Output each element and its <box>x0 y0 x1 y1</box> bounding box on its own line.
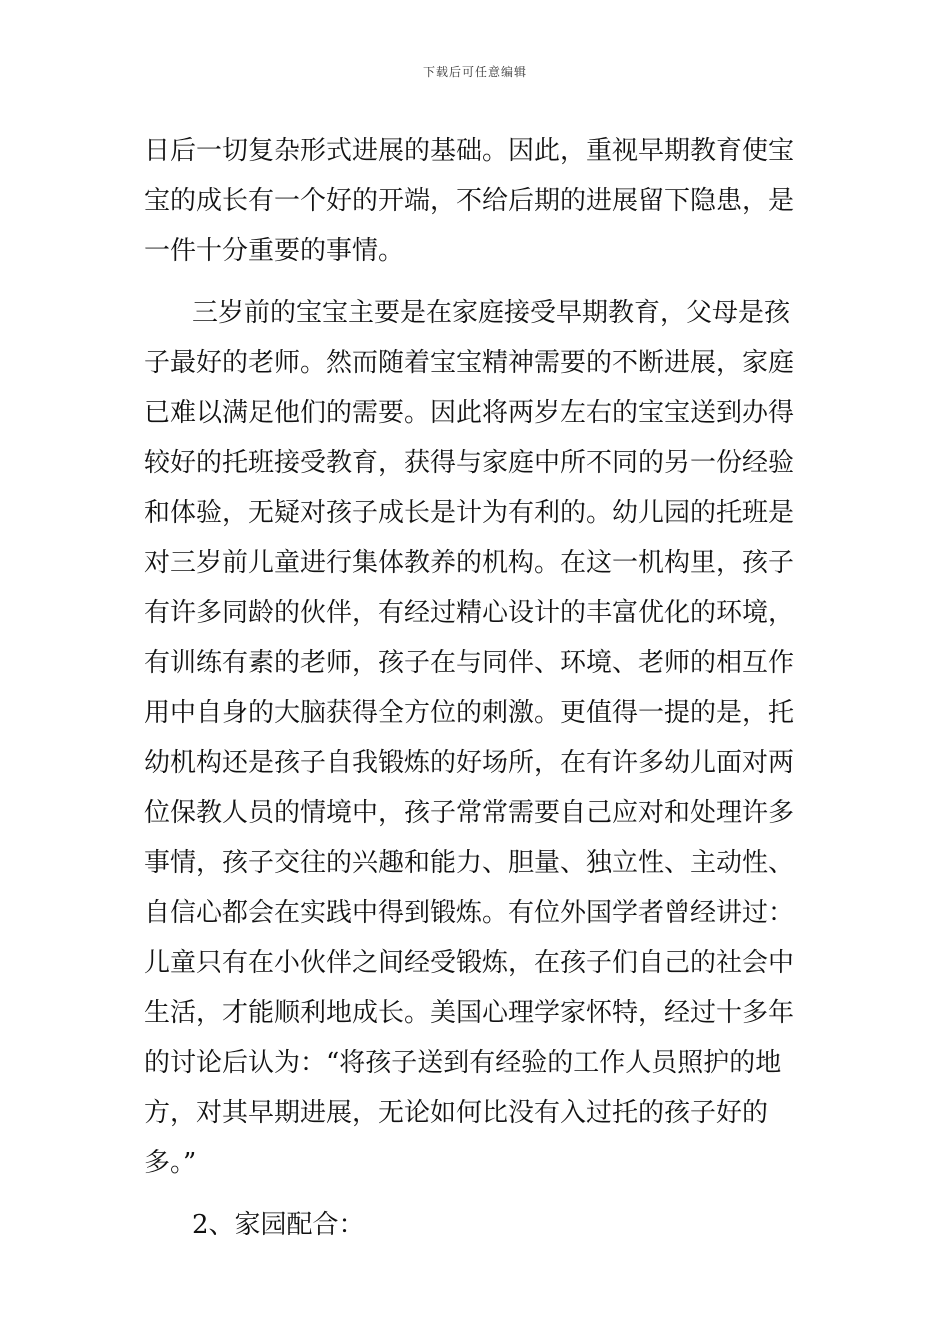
text-line: 幼机构还是孩子自我锻炼的好场所，在有许多幼儿面对两 <box>144 748 795 778</box>
text-line: 宝的成长有一个好的开端，不给后期的进展留下隐患，是 <box>144 186 795 216</box>
text-line: 较好的托班接受教育，获得与家庭中所不同的另一份经验 <box>144 448 795 478</box>
text-line: 自信心都会在实践中得到锻炼。有位外国学者曾经讲过： <box>144 898 795 928</box>
text-line: 用中自身的大脑获得全方位的刺激。更值得一提的是，托 <box>144 698 795 728</box>
paragraph-2 <box>144 288 808 1188</box>
document-body <box>144 126 808 1250</box>
text-line: 有训练有素的老师，孩子在与同伴、环境、老师的相互作 <box>144 648 795 678</box>
text-line: 位保教人员的情境中，孩子常常需要自己应对和处理许多 <box>144 798 795 828</box>
paragraph-gap <box>144 276 808 288</box>
text-line: 多。” <box>144 1148 197 1178</box>
text-line: 子最好的老师。然而随着宝宝精神需要的不断进展，家庭 <box>144 348 795 378</box>
text-line: 生活，才能顺利地成长。美国心理学家怀特，经过十多年 <box>144 998 795 1028</box>
text-line: 三岁前的宝宝主要是在家庭接受早期教育，父母是孩 <box>192 298 791 328</box>
paragraph-gap <box>144 1188 808 1200</box>
section-heading <box>144 1200 808 1250</box>
text-line: 有许多同龄的伙伴，有经过精心设计的丰富优化的环境， <box>144 598 795 628</box>
text-line: 已难以满足他们的需要。因此将两岁左右的宝宝送到办得 <box>144 398 795 428</box>
text-line: 对三岁前儿童进行集体教养的机构。在这一机构里，孩子 <box>144 548 795 578</box>
text-line: 和体验，无疑对孩子成长是计为有利的。幼儿园的托班是 <box>144 498 795 528</box>
text-line: 2、家园配合： <box>192 1210 365 1240</box>
text-line: 方，对其早期进展，无论如何比没有入过托的孩子好的 <box>144 1098 769 1128</box>
text-line: 一件十分重要的事情。 <box>144 236 405 266</box>
text-line: 事情，孩子交往的兴趣和能力、胆量、独立性、主动性、 <box>144 848 795 878</box>
text-line: 儿童只有在小伙伴之间经受锻炼，在孩子们自己的社会中 <box>144 948 795 978</box>
page-header: 下载后可任意编辑 <box>422 65 527 79</box>
text-line: 日后一切复杂形式进展的基础。因此，重视早期教育使宝 <box>144 136 795 166</box>
text-line: 的讨论后认为：“将孩子送到有经验的工作人员照护的地 <box>144 1048 782 1078</box>
paragraph-1 <box>144 126 808 276</box>
